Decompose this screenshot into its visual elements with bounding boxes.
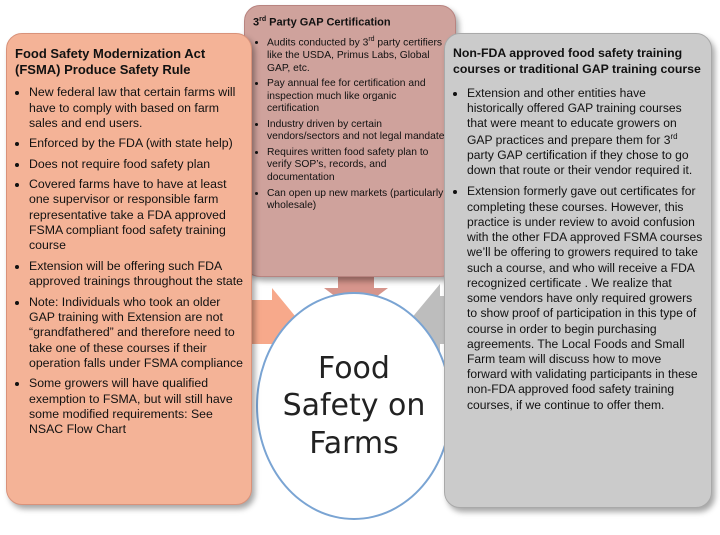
center-title: Food Safety on Farms <box>282 350 426 461</box>
fsma-bullet: • Does not require food safety plan <box>29 157 243 172</box>
gap-title: 3rd Party GAP Certification <box>253 16 391 29</box>
nonfda-title: Non-FDA approved food safety training courses or traditional GAP training course <box>453 46 701 76</box>
gap-bullet: • Audits conducted by 3rd party certifiers like the USDA, Primus Labs, Global GAP, etc. <box>267 36 447 75</box>
fsma-bullet: • Note: Individuals who took an older GAP training with Extension are not “grandfathered” and therefore need to take one of these courses if their operation falls under FSMA compliance <box>29 295 243 372</box>
fsma-bullet-list <box>15 85 243 438</box>
fsma-bullet: • Covered farms have to have at least one supervisor or responsible farm representative take a FDA approved FSMA compliant food safety training course <box>29 177 243 254</box>
nonfda-bullet: • Extension formerly gave out certificates for completing these courses. However, this practice is under review to avoid confusion with the other FDA approved FSMA courses we’ll be offering to growers required to take such a course, and who will receive a FDA recognized certificate . We realize that some vendors have only required growers to show proof of participation in this type of course in order to begin purchasing agreements. The Local Foods and Small Farm team will discuss how to move forward with validating participants in these non-FDA approved food safety training courses, if we continue to offer them. <box>467 184 703 413</box>
non-fda-training-box <box>444 33 712 508</box>
fsma-bullet: • New federal law that certain farms will have to comply with based on farm sales and end users. <box>29 85 243 131</box>
fsma-bullet: • Enforced by the FDA (with state help) <box>29 136 243 151</box>
fsma-box <box>6 33 252 505</box>
gap-bullet-list <box>253 36 447 213</box>
gap-certification-box <box>244 5 456 277</box>
center-circle <box>256 292 452 520</box>
gap-bullet: • Industry driven by certain vendors/sectors and not legal mandate <box>267 119 447 144</box>
nonfda-bullet: • Extension and other entities have historically offered GAP training courses that were meant to educate growers on GAP practices and prepare them for 3rd party GAP certification if they chose to go down that route or their vendor required it. <box>467 86 703 178</box>
nonfda-bullet-list <box>453 86 703 413</box>
gap-bullet: • Can open up new markets (particularly wholesale) <box>267 188 447 213</box>
fsma-bullet: • Some growers will have qualified exemption to FSMA, but will still have some modified requirements: See NSAC Flow Chart <box>29 376 243 437</box>
gap-bullet: • Pay annual fee for certification and inspection much like organic certification <box>267 78 447 116</box>
gap-bullet: • Requires written food safety plan to verify SOP’s, records, and documentation <box>267 147 447 185</box>
fsma-bullet: • Extension will be offering such FDA approved trainings throughout the state <box>29 259 243 290</box>
fsma-title: Food Safety Modernization Act (FSMA) Produce Safety Rule <box>15 46 206 77</box>
